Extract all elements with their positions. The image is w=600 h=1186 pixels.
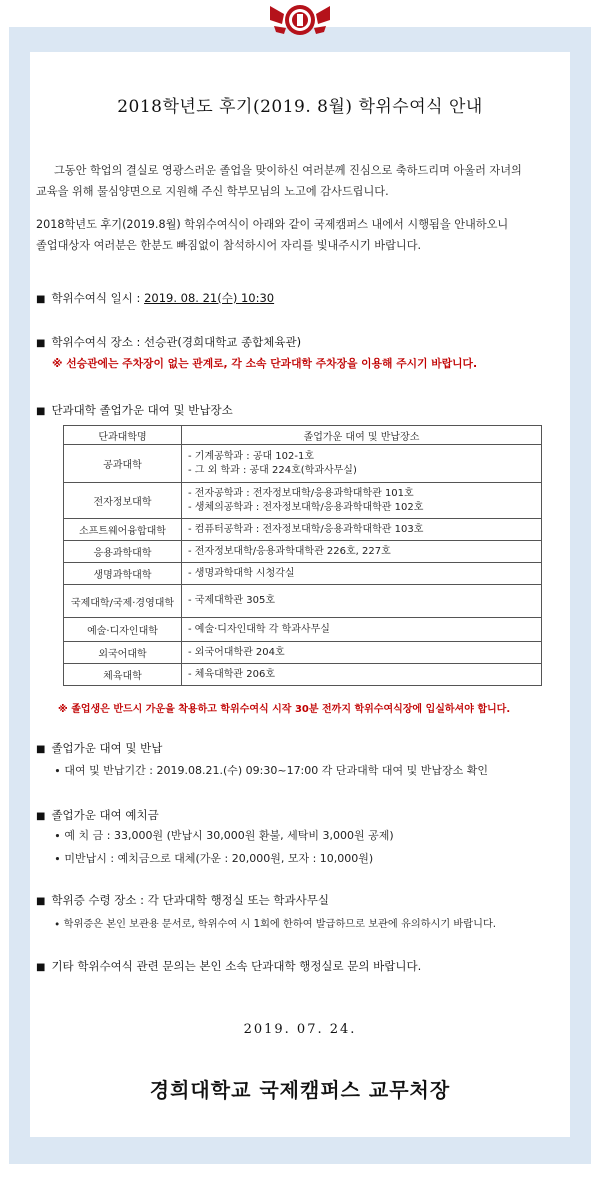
square-bullet-icon: ■ xyxy=(36,294,46,305)
table-row xyxy=(64,541,542,563)
notice-paper xyxy=(30,52,570,1137)
college-cell: 국제대학/국제·경영대학 xyxy=(64,585,182,618)
intro-paragraph-1: 그동안 학업의 결실로 영광스러운 졸업을 맞이하신 여러분께 진심으로 축하드리며 아울러 자녀의 교육을 위해 물심양면으로 지원해 주신 학부모님의 노고에 감사드립니다. xyxy=(36,164,522,198)
table-row xyxy=(64,664,542,686)
table-header-college: 단과대학명 xyxy=(64,426,182,445)
place-line: - 전자공학과 : 전자정보대학/응용과학대학관 101호 xyxy=(188,487,414,499)
college-cell: 공과대학 xyxy=(64,445,182,483)
table-row xyxy=(64,642,542,664)
gown-note: ※ 졸업생은 반드시 가운을 착용하고 학위수여식 시작 30분 전까지 학위수여식장에 입실하셔야 합니다. xyxy=(58,704,511,715)
table-row xyxy=(64,483,542,519)
gown-place-label: 단과대학 졸업가운 대여 및 반납장소 xyxy=(51,403,233,417)
college-cell: 생명과학대학 xyxy=(64,563,182,585)
square-bullet-icon: ■ xyxy=(36,406,46,417)
square-bullet-icon: ■ xyxy=(36,896,46,907)
dot-bullet-icon: ∙ xyxy=(54,852,61,865)
section-venue xyxy=(36,334,301,350)
section-gown-rental xyxy=(36,740,162,756)
table-row xyxy=(64,563,542,585)
place-cell: - 국제대학관 305호 xyxy=(182,585,542,618)
square-bullet-icon: ■ xyxy=(36,338,46,349)
dot-bullet-icon: ∙ xyxy=(54,829,61,842)
table-header-place: 졸업가운 대여 및 반납장소 xyxy=(182,426,542,445)
college-cell: 체육대학 xyxy=(64,664,182,686)
college-cell: 전자정보대학 xyxy=(64,483,182,519)
college-cell: 소프트웨어융합대학 xyxy=(64,519,182,541)
square-bullet-icon: ■ xyxy=(36,744,46,755)
college-cell: 외국어대학 xyxy=(64,642,182,664)
section-deposit xyxy=(36,807,159,823)
table-row xyxy=(64,445,542,483)
place-cell xyxy=(182,483,542,519)
square-bullet-icon: ■ xyxy=(36,962,46,973)
other-label: 기타 학위수여식 관련 문의는 본인 소속 단과대학 행정실로 문의 바랍니다. xyxy=(51,959,422,973)
diploma-label: 학위증 수령 장소 : 각 단과대학 행정실 또는 학과사무실 xyxy=(51,893,329,907)
dot-bullet-icon: ∙ xyxy=(54,919,61,930)
college-cell: 예술·디자인대학 xyxy=(64,618,182,642)
college-cell: 응용과학대학 xyxy=(64,541,182,563)
notice-date: 2019. 07. 24. xyxy=(243,1022,357,1037)
datetime-label: 학위수여식 일시 : xyxy=(51,291,145,305)
table-row xyxy=(64,585,542,618)
place-line: - 기계공학과 : 공대 102-1호 xyxy=(188,450,315,462)
place-line: - 생체의공학과 : 전자정보대학/응용과학대학관 102호 xyxy=(188,501,424,513)
section-other xyxy=(36,958,421,974)
section-gown-place xyxy=(36,402,233,418)
square-bullet-icon: ■ xyxy=(36,811,46,822)
place-cell: - 체육대학관 206호 xyxy=(182,664,542,686)
place-cell: - 외국어대학관 204호 xyxy=(182,642,542,664)
table-row xyxy=(64,519,542,541)
intro-paragraph-2: 2018학년도 후기(2019.8월) 학위수여식이 아래와 같이 국제캠퍼스 내에서 시행됨을 안내하오니 졸업대상자 여러분은 한분도 빠짐없이 참석하시어 자리를 빛내주시기 바랍니다. xyxy=(36,218,509,252)
venue-label: 학위수여식 장소 : 선승관(경희대학교 종합체육관) xyxy=(51,335,302,349)
table-header-row xyxy=(64,426,542,445)
place-cell: - 전자정보대학/응용과학대학관 226호, 227호 xyxy=(182,541,542,563)
datetime-value: 2019. 08. 21(수) 10:30 xyxy=(144,291,275,305)
place-cell xyxy=(182,445,542,483)
table-row xyxy=(64,618,542,642)
gown-rental-label: 졸업가운 대여 및 반납 xyxy=(51,741,163,755)
parking-note: ※ 선승관에는 주차장이 없는 관계로, 각 소속 단과대학 주차장을 이용해 주시기 바랍니다. xyxy=(52,357,478,370)
section-datetime xyxy=(36,290,274,306)
diploma-item: ∙ 학위증은 본인 보관용 문서로, 학위수여 시 1회에 한하여 발급하므로 보관에 유의하시기 바랍니다. xyxy=(54,919,497,930)
place-cell: - 컴퓨터공학과 : 전자정보대학/응용과학대학관 103호 xyxy=(182,519,542,541)
university-emblem-icon xyxy=(268,0,332,40)
deposit-item: ∙ 예 치 금 : 33,000원 (반납시 30,000원 환불, 세탁비 3,000원 공제) xyxy=(54,829,394,842)
gown-rental-item: ∙ 대여 및 반납기간 : 2019.08.21.(수) 09:30~17:00 각 단과대학 대여 및 반납장소 확인 xyxy=(54,764,489,777)
place-line: - 그 외 학과 : 공대 224호(학과사무실) xyxy=(188,464,357,476)
notice-title: 2018학년도 후기(2019. 8월) 학위수여식 안내 xyxy=(117,97,483,117)
deposit-item: ∙ 미반납시 : 예치금으로 대체(가운 : 20,000원, 모자 : 10,000원) xyxy=(54,852,374,865)
place-cell: - 예술·디자인대학 각 학과사무실 xyxy=(182,618,542,642)
gown-place-table xyxy=(63,425,542,686)
section-diploma xyxy=(36,892,329,908)
place-cell: - 생명과학대학 시청각실 xyxy=(182,563,542,585)
dot-bullet-icon: ∙ xyxy=(54,764,61,777)
notice-signature: 경희대학교 국제캠퍼스 교무처장 xyxy=(149,1078,451,1102)
deposit-label: 졸업가운 대여 예치금 xyxy=(51,808,159,822)
